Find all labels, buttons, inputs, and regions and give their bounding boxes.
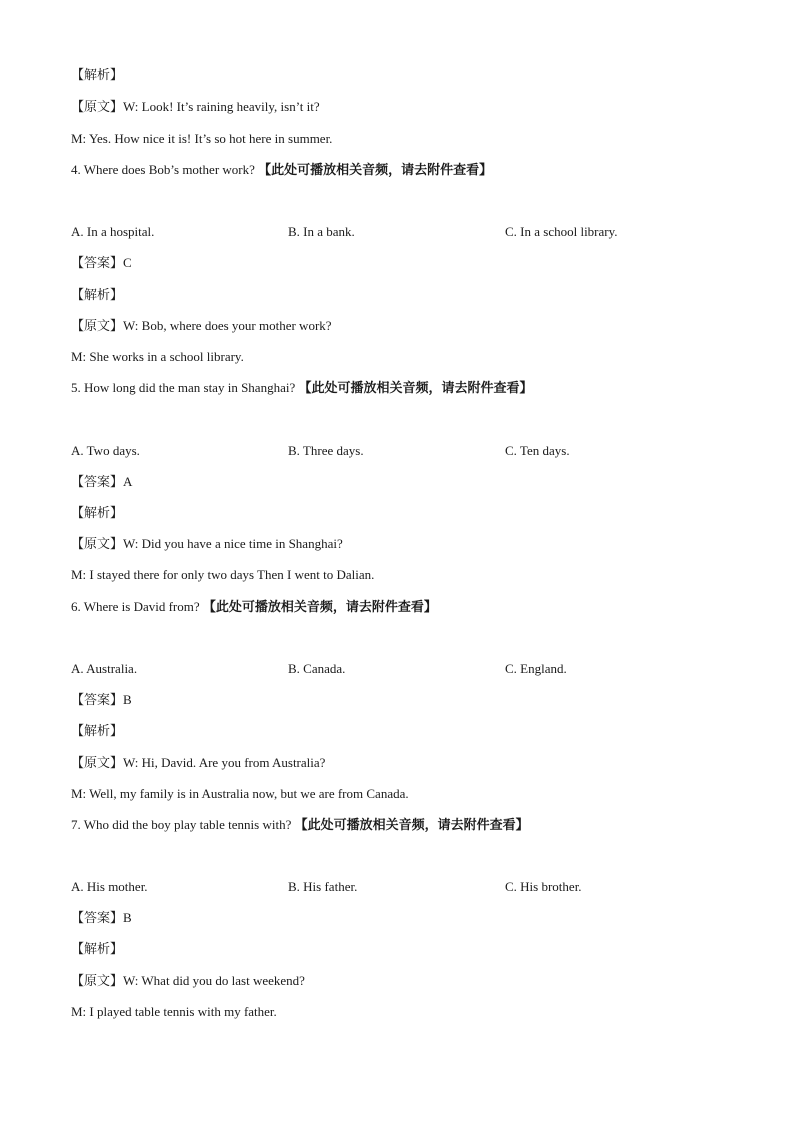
q6-transcript-man: M: Well, my family is in Australia now, but we are from Canada. xyxy=(71,786,409,801)
q7-question-text: 7. Who did the boy play table tennis with? xyxy=(71,817,292,832)
q6-question-line xyxy=(71,598,437,617)
q7-transcript-woman: 【原文】W: What did you do last weekend? xyxy=(71,973,305,988)
q4-option-a: A. In a hospital. xyxy=(71,224,155,239)
q5-audio-note: 【此处可播放相关音频，请去附件查看】 xyxy=(298,381,533,396)
q6-audio-note: 【此处可播放相关音频，请去附件查看】 xyxy=(202,600,437,615)
q6-option-c: C. England. xyxy=(505,661,567,676)
q4-option-c: C. In a school library. xyxy=(505,224,618,239)
q6-question-text: 6. Where is David from? xyxy=(71,599,200,614)
q5-answer: 【答案】A xyxy=(71,474,133,489)
q6-option-b: B. Canada. xyxy=(288,661,346,676)
q7-answer: 【答案】B xyxy=(71,910,132,925)
q6-transcript-woman: 【原文】W: Hi, David. Are you from Australia? xyxy=(71,755,326,770)
q4-transcript-man: M: She works in a school library. xyxy=(71,349,244,364)
q3-transcript-woman: 【原文】W: Look! It’s raining heavily, isn’t it? xyxy=(71,99,320,114)
q4-question-line xyxy=(71,161,492,180)
q5-question-line xyxy=(71,379,532,398)
q5-option-b: B. Three days. xyxy=(288,443,364,458)
q4-analysis-label: 【解析】 xyxy=(71,287,124,302)
q5-analysis-label: 【解析】 xyxy=(71,505,124,520)
q5-transcript-man: M: I stayed there for only two days Then I went to Dalian. xyxy=(71,567,375,582)
q5-question-text: 5. How long did the man stay in Shanghai? xyxy=(71,380,296,395)
q3-analysis-label: 【解析】 xyxy=(71,67,124,82)
q4-audio-note: 【此处可播放相关音频，请去附件查看】 xyxy=(258,163,493,178)
q5-option-a: A. Two days. xyxy=(71,443,140,458)
q7-option-c: C. His brother. xyxy=(505,879,582,894)
q7-option-a: A. His mother. xyxy=(71,879,148,894)
q7-analysis-label: 【解析】 xyxy=(71,941,124,956)
q6-answer: 【答案】B xyxy=(71,692,132,707)
q7-question-line xyxy=(71,816,529,835)
q5-transcript-woman: 【原文】W: Did you have a nice time in Shanghai? xyxy=(71,536,343,551)
q5-option-c: C. Ten days. xyxy=(505,443,570,458)
q6-option-a: A. Australia. xyxy=(71,661,138,676)
q4-option-b: B. In a bank. xyxy=(288,224,355,239)
q7-audio-note: 【此处可播放相关音频，请去附件查看】 xyxy=(294,818,529,833)
q3-transcript-man: M: Yes. How nice it is! It’s so hot here in summer. xyxy=(71,131,333,146)
q4-question-text: 4. Where does Bob’s mother work? xyxy=(71,162,255,177)
q7-transcript-man: M: I played table tennis with my father. xyxy=(71,1004,277,1019)
q6-analysis-label: 【解析】 xyxy=(71,723,124,738)
q4-transcript-woman: 【原文】W: Bob, where does your mother work? xyxy=(71,318,332,333)
q7-option-b: B. His father. xyxy=(288,879,358,894)
q4-answer: 【答案】C xyxy=(71,255,132,270)
